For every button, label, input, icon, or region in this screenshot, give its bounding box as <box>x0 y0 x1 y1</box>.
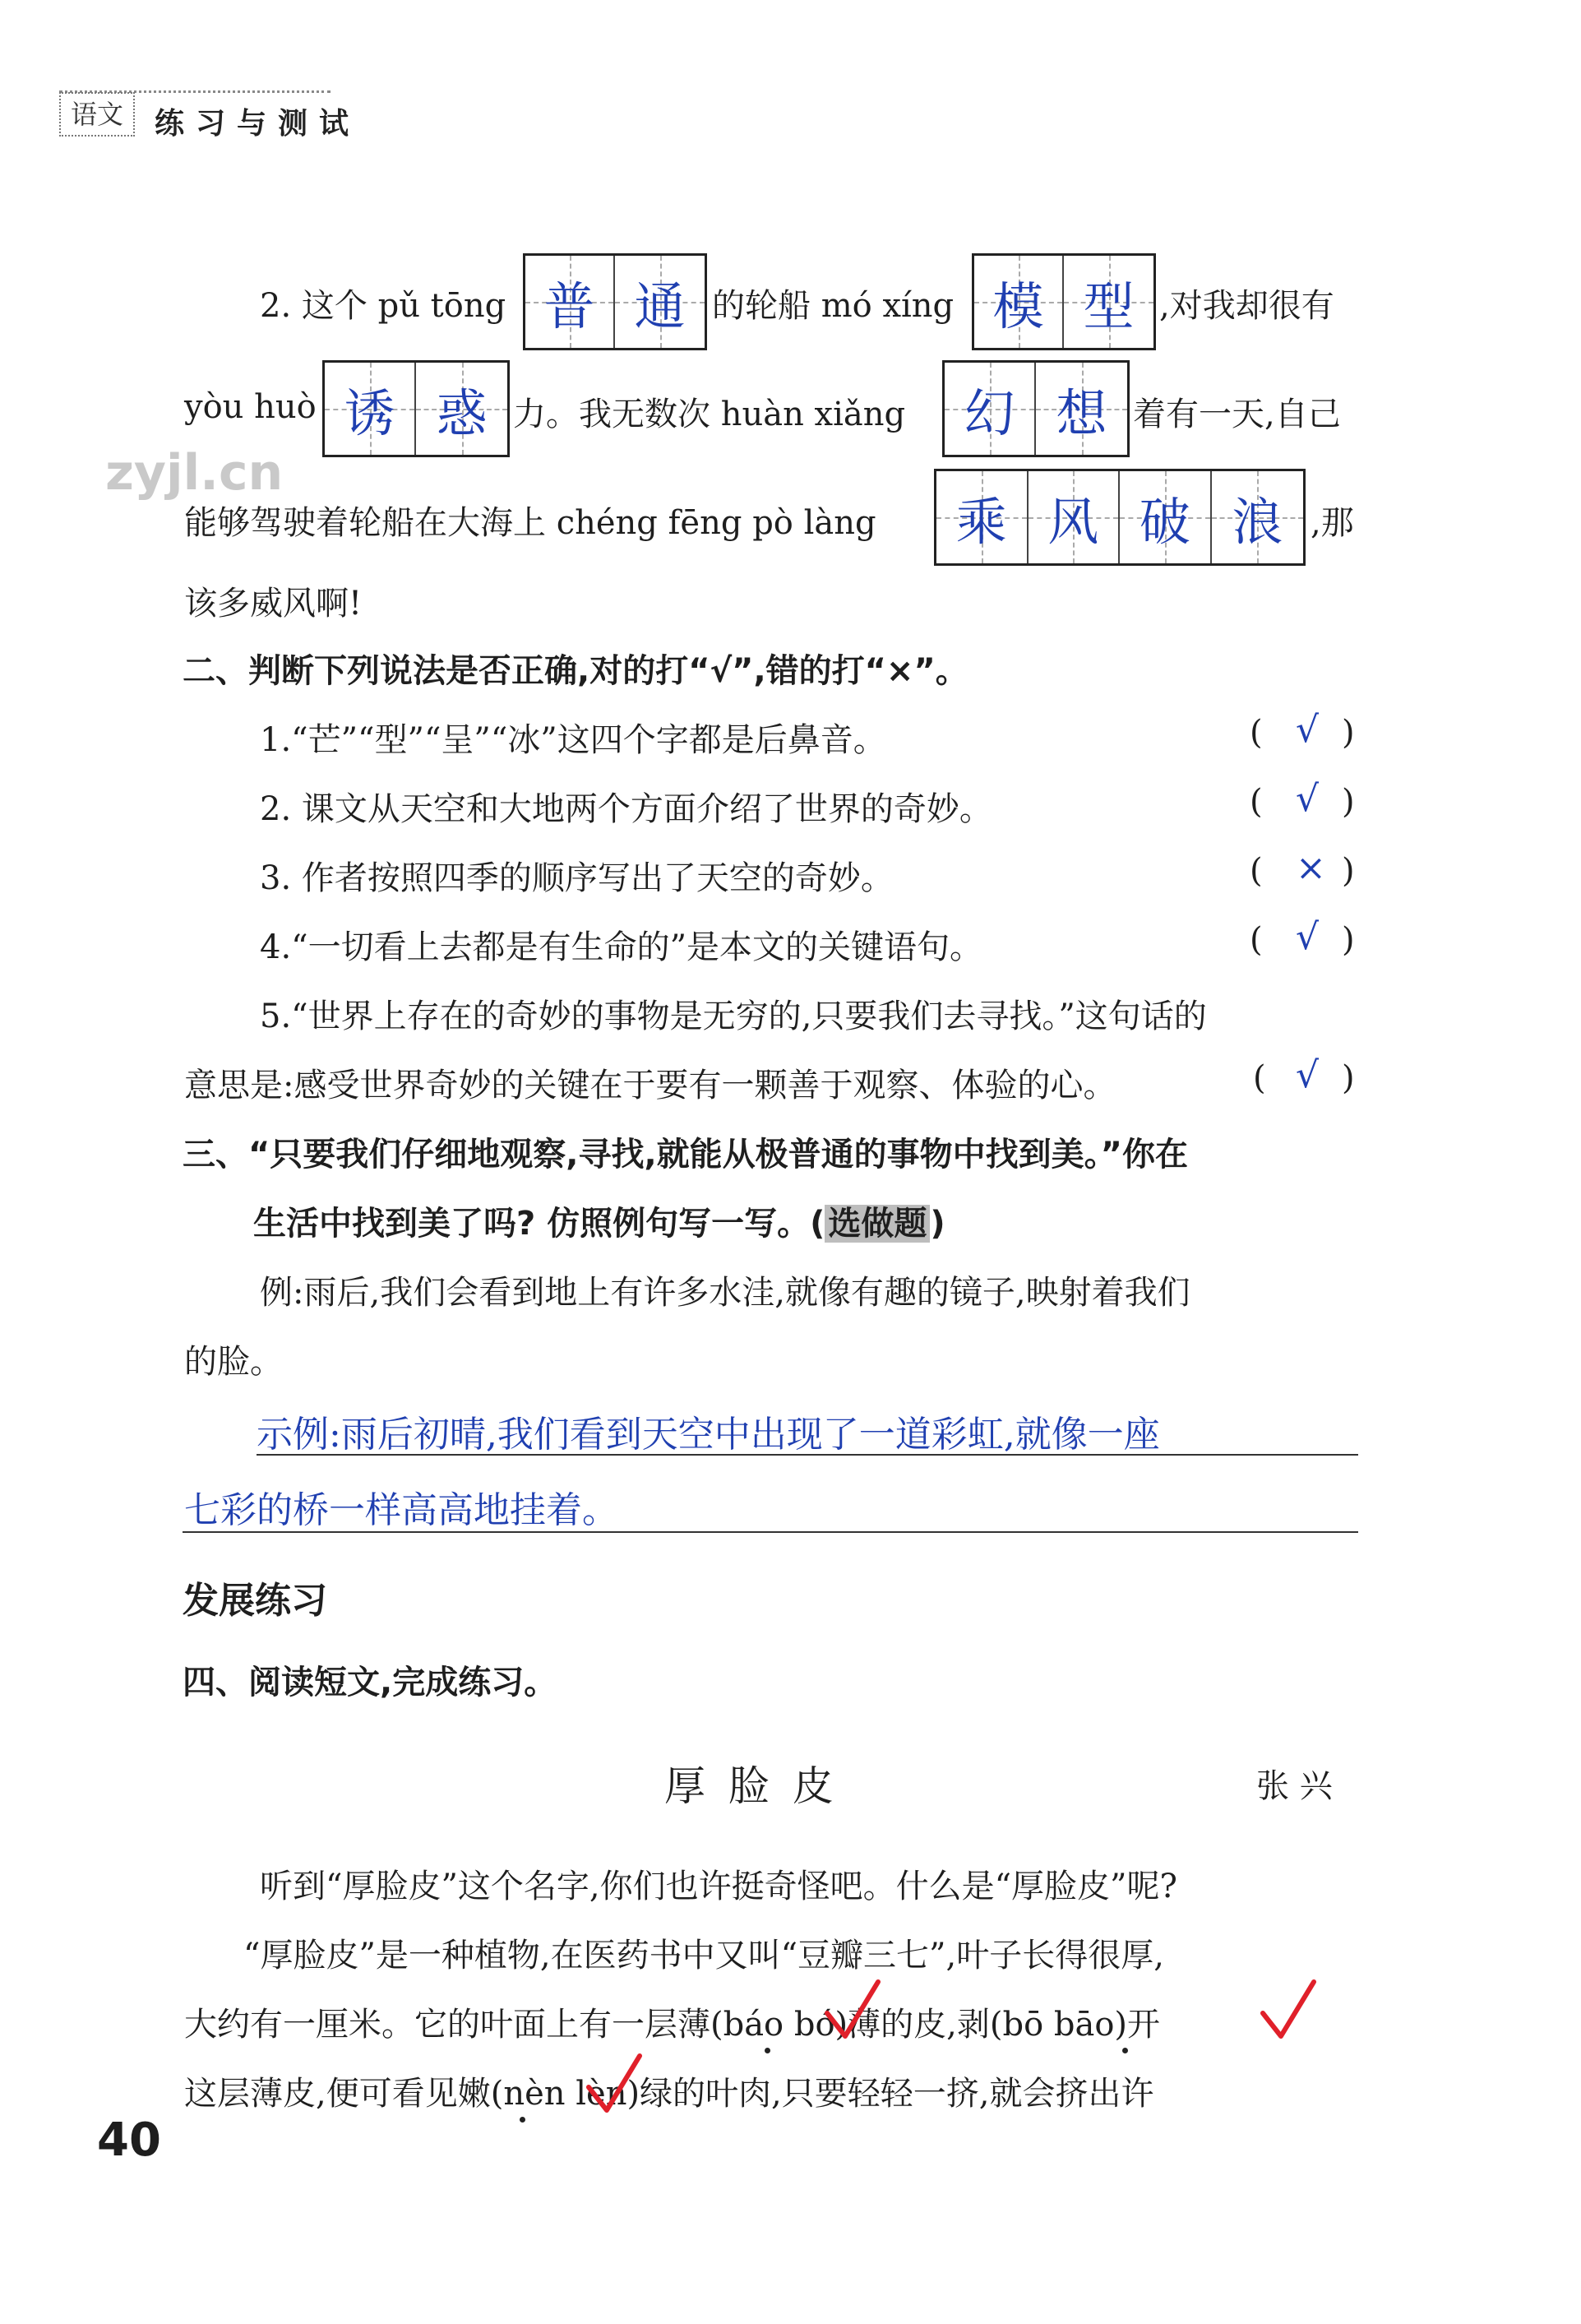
check-mark-icon <box>824 1977 881 2043</box>
check-mark-icon <box>585 2051 643 2117</box>
answer-char: 想 <box>1036 363 1127 455</box>
section-3-title-line2: 生活中找到美了吗? 仿照例句写一写。( 选做题 ) <box>253 1205 945 1243</box>
development-practice-heading: 发展练习 <box>183 1580 327 1622</box>
answer-line1: 示例:雨后初晴,我们看到天空中出现了一道彩虹,就像一座 <box>257 1414 1160 1456</box>
answer-char: 惑 <box>416 363 507 455</box>
check-mark-icon <box>1260 1977 1317 2043</box>
optional-tag: 选做题 <box>825 1205 930 1243</box>
example-line2: 的脸。 <box>184 1343 283 1381</box>
paren-open: ( <box>1250 783 1263 821</box>
judge-item-4: 4.“一切看上去都是有生命的”是本文的关键语句。 <box>260 928 983 966</box>
page-number: 40 <box>97 2113 161 2167</box>
q2-line4-text: 该多威风啊! <box>184 585 363 623</box>
answer-underline-2 <box>183 1531 1358 1533</box>
judge-item-3: 3. 作者按照四季的顺序写出了天空的奇妙。 <box>260 859 894 897</box>
q2-line1-text-c: ,对我却很有 <box>1159 287 1334 325</box>
answer-line2: 七彩的桥一样高高地挂着。 <box>184 1489 618 1531</box>
answer-grid-putong <box>523 253 707 350</box>
q2-line1-text-b: 的轮船 mó xíng <box>712 287 955 325</box>
paren-open: ( <box>1253 1059 1266 1097</box>
example-line1: 例:雨后,我们会看到地上有许多水洼,就像有趣的镜子,映射着我们 <box>260 1274 1190 1312</box>
article-author: 张 兴 <box>1256 1767 1333 1805</box>
answer-char: 通 <box>615 256 705 348</box>
section-3-title-line1: 三、“只要我们仔细地观察,寻找,就能从极普通的事物中找到美。”你在 <box>183 1136 1188 1174</box>
emphasis-dot <box>765 2048 770 2053</box>
subject-label: 语文 <box>59 92 135 137</box>
judge-item-5-line1: 5.“世界上存在的奇妙的事物是无穷的,只要我们去寻找。”这句话的 <box>260 998 1207 1035</box>
section-2-title: 二、判断下列说法是否正确,对的打“√”,错的打“×”。 <box>183 652 968 690</box>
answer-char: 浪 <box>1212 471 1304 563</box>
answer-char: 破 <box>1120 471 1212 563</box>
answer-underline-1 <box>257 1454 1358 1456</box>
answer-char: 风 <box>1029 471 1121 563</box>
answer-char: 型 <box>1064 256 1153 348</box>
q2-line2-text-c: 着有一天,自己 <box>1133 396 1341 433</box>
judge-answer-1: √ <box>1296 709 1320 751</box>
q2-line2-text-b: 力。我无数次 huàn xiǎng <box>513 396 906 433</box>
answer-grid-chengfengpolang <box>934 469 1306 566</box>
answer-grid-youhuo <box>322 360 510 457</box>
answer-grid-moxing <box>972 253 1156 350</box>
paragraph-2-line1: “厚脸皮”是一种植物,在医药书中又叫“豆瓣三七”,叶子长得很厚, <box>243 1937 1164 1974</box>
q2-line1-text-a: 2. 这个 pǔ tōng <box>260 287 506 325</box>
judge-answer-3: × <box>1296 847 1326 889</box>
judge-item-1: 1.“芒”“型”“呈”“冰”这四个字都是后鼻音。 <box>260 721 886 759</box>
paren-open: ( <box>1250 852 1263 890</box>
article-title: 厚 脸 皮 <box>664 1762 839 1810</box>
answer-char: 幻 <box>945 363 1036 455</box>
emphasis-dot <box>1122 2048 1128 2053</box>
paren-close: ) <box>1342 852 1355 890</box>
judge-answer-4: √ <box>1296 916 1320 958</box>
judge-answer-2: √ <box>1296 778 1320 820</box>
answer-char: 普 <box>525 256 615 348</box>
paren-close: ) <box>1342 921 1355 959</box>
paren-open: ( <box>1250 921 1263 959</box>
paragraph-1: 听到“厚脸皮”这个名字,你们也许挺奇怪吧。什么是“厚脸皮”呢? <box>260 1868 1177 1905</box>
section-4-title: 四、阅读短文,完成练习。 <box>183 1664 557 1701</box>
paren-close: ) <box>1342 714 1355 752</box>
q2-line2-text-a: yòu huò <box>184 388 317 426</box>
judge-item-2: 2. 课文从天空和大地两个方面介绍了世界的奇妙。 <box>260 790 992 828</box>
emphasis-dot <box>520 2117 525 2123</box>
paragraph-2-line3: 这层薄皮,便可看见嫩(nèn lèn)绿的叶肉,只要轻轻一挤,就会挤出许 <box>184 2075 1154 2113</box>
paragraph-2-line2: 大约有一厘米。它的叶面上有一层薄(báo bó)薄的皮,剥(bō bāo)开 <box>184 2006 1161 2044</box>
q2-line3-text-b: ,那 <box>1311 504 1354 542</box>
paren-close: ) <box>1342 783 1355 821</box>
judge-item-5-line2: 意思是:感受世界奇妙的关键在于要有一颗善于观察、体验的心。 <box>184 1067 1116 1104</box>
paren-close: ) <box>1342 1059 1355 1097</box>
answer-char: 诱 <box>325 363 416 455</box>
book-title: 练习与测试 <box>155 107 361 141</box>
judge-answer-5: √ <box>1296 1054 1320 1096</box>
watermark: zyjl.cn <box>105 444 284 502</box>
q2-line3-text-a: 能够驾驶着轮船在大海上 chéng fēng pò làng <box>184 504 876 542</box>
answer-char: 乘 <box>936 471 1029 563</box>
answer-grid-huanxiang <box>942 360 1130 457</box>
paren-open: ( <box>1250 714 1263 752</box>
answer-char: 模 <box>974 256 1064 348</box>
